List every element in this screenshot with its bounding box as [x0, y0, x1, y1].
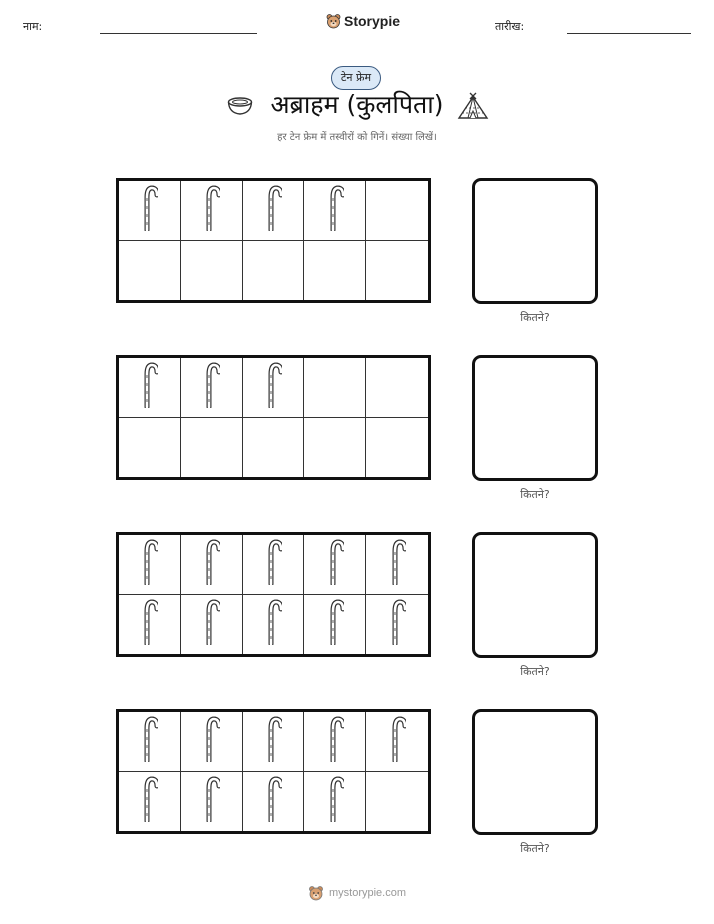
shepherd-staff-icon: [388, 539, 406, 589]
frame-cell: [181, 535, 243, 595]
frame-cell: [366, 241, 428, 301]
frame-cell: [304, 772, 366, 832]
shepherd-staff-icon: [202, 776, 220, 826]
frame-cell: [243, 712, 305, 772]
shepherd-staff-icon: [202, 539, 220, 589]
answer-label-4: कितने?: [520, 842, 550, 855]
ten-frame-2: [116, 355, 431, 480]
shepherd-staff-icon: [140, 716, 158, 766]
shepherd-staff-icon: [202, 185, 220, 235]
date-label: तारीख:: [495, 20, 525, 33]
frame-cell: [181, 358, 243, 418]
frame-cell: [304, 358, 366, 418]
ten-frame-3: [116, 532, 431, 657]
frame-cell: [181, 712, 243, 772]
frame-cell: [304, 535, 366, 595]
answer-label-2: कितने?: [520, 488, 550, 501]
frame-cell: [304, 712, 366, 772]
frame-cell: [366, 595, 428, 655]
shepherd-staff-icon: [140, 362, 158, 412]
answer-label-1: कितने?: [520, 311, 550, 324]
frame-cell: [304, 241, 366, 301]
frame-cell: [119, 772, 181, 832]
shepherd-staff-icon: [140, 599, 158, 649]
frame-cell: [119, 181, 181, 241]
page-title: अब्राहम (कुलपिता): [270, 90, 444, 119]
shepherd-staff-icon: [140, 185, 158, 235]
footer-site: mystorypie.com: [328, 887, 407, 899]
shepherd-staff-icon: [264, 776, 282, 826]
frame-cell: [304, 181, 366, 241]
storypie-logo: [326, 13, 400, 29]
frame-cell: [366, 772, 428, 832]
shepherd-staff-icon: [264, 716, 282, 766]
footer: [0, 885, 714, 901]
frame-cell: [366, 358, 428, 418]
worksheet-type-badge: टेन फ्रेम: [331, 66, 381, 90]
instructions: हर टेन फ्रेम में तस्वीरों को गिनें। संख्या लिखें।: [277, 132, 437, 143]
frame-cell: [181, 418, 243, 478]
frame-cell: [366, 418, 428, 478]
frame-cell: [181, 181, 243, 241]
shepherd-staff-icon: [326, 539, 344, 589]
bear-mascot-icon: [308, 885, 324, 901]
shepherd-staff-icon: [140, 776, 158, 826]
shepherd-staff-icon: [264, 539, 282, 589]
bear-mascot-icon: [326, 13, 341, 29]
shepherd-staff-icon: [388, 599, 406, 649]
frame-cell: [119, 358, 181, 418]
name-label: नाम:: [23, 20, 43, 33]
shepherd-staff-icon: [264, 185, 282, 235]
frame-cell: [243, 181, 305, 241]
name-line[interactable]: [100, 33, 257, 34]
date-line[interactable]: [567, 33, 691, 34]
shepherd-staff-icon: [264, 362, 282, 412]
brand-name: Storypie: [344, 13, 401, 29]
shepherd-staff-icon: [202, 716, 220, 766]
shepherd-staff-icon: [326, 185, 344, 235]
frame-cell: [304, 418, 366, 478]
shepherd-staff-icon: [388, 716, 406, 766]
frame-cell: [119, 595, 181, 655]
frame-cell: [119, 241, 181, 301]
answer-box-2[interactable]: [472, 355, 598, 481]
frame-cell: [243, 418, 305, 478]
frame-cell: [243, 535, 305, 595]
answer-box-1[interactable]: [472, 178, 598, 304]
answer-box-4[interactable]: [472, 709, 598, 835]
frame-cell: [243, 772, 305, 832]
shepherd-staff-icon: [264, 599, 282, 649]
ten-frame-1: [116, 178, 431, 303]
frame-cell: [119, 712, 181, 772]
frame-cell: [119, 535, 181, 595]
frame-cell: [119, 418, 181, 478]
frame-cell: [366, 535, 428, 595]
frame-cell: [181, 772, 243, 832]
frame-cell: [304, 595, 366, 655]
frame-cell: [243, 241, 305, 301]
frame-cell: [181, 241, 243, 301]
shepherd-staff-icon: [202, 599, 220, 649]
shepherd-staff-icon: [326, 599, 344, 649]
frame-cell: [366, 181, 428, 241]
answer-box-3[interactable]: [472, 532, 598, 658]
frame-cell: [243, 595, 305, 655]
shepherd-staff-icon: [326, 776, 344, 826]
frame-cell: [366, 712, 428, 772]
frame-cell: [181, 595, 243, 655]
shepherd-staff-icon: [326, 716, 344, 766]
answer-label-3: कितने?: [520, 665, 550, 678]
shepherd-staff-icon: [202, 362, 220, 412]
shepherd-staff-icon: [140, 539, 158, 589]
frame-cell: [243, 358, 305, 418]
tent-icon: [456, 90, 490, 122]
ten-frame-4: [116, 709, 431, 834]
